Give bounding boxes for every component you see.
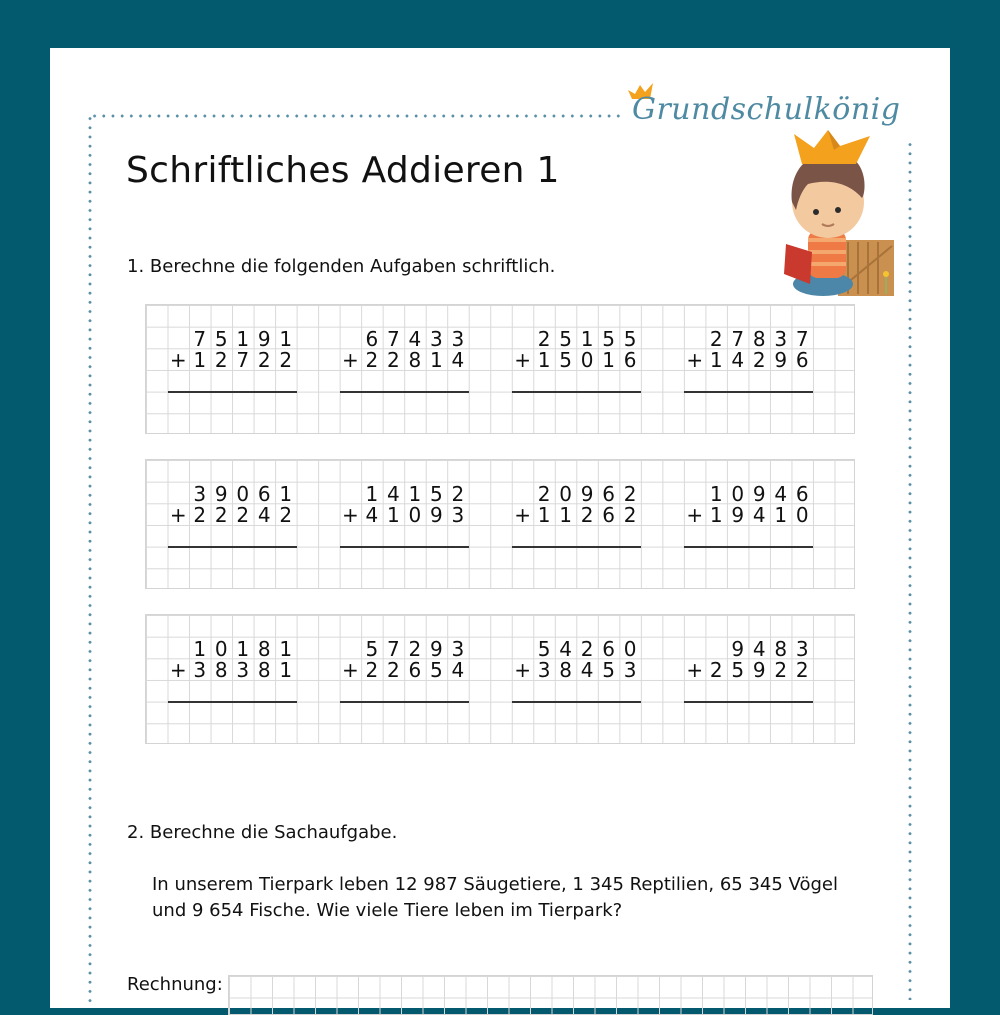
digit: 1 xyxy=(774,503,788,528)
addend-top xyxy=(340,327,469,349)
digit xyxy=(512,637,534,659)
digit: 5 xyxy=(214,326,228,351)
digit: 6 xyxy=(257,481,271,506)
digit: 8 xyxy=(257,636,271,661)
addend-bottom xyxy=(512,503,641,528)
digit: 9 xyxy=(731,503,745,528)
calculation-label: Rechnung: xyxy=(127,974,223,995)
digit: 1 xyxy=(387,503,400,528)
addend-top xyxy=(684,637,813,659)
sum-line xyxy=(684,391,813,393)
digit: 2 xyxy=(365,348,379,373)
digit: 5 xyxy=(559,326,572,351)
digit: 5 xyxy=(365,636,379,661)
digit xyxy=(512,327,534,349)
digit: 2 xyxy=(623,503,637,528)
digit: 2 xyxy=(408,636,422,661)
digit: 1 xyxy=(365,481,379,506)
digit: 5 xyxy=(430,481,443,506)
addition-problem xyxy=(512,637,641,723)
page-title: Schriftliches Addieren 1 xyxy=(126,150,560,191)
addend-bottom xyxy=(168,348,297,373)
plus-sign: + xyxy=(686,503,704,528)
digit xyxy=(168,637,190,659)
digit: 9 xyxy=(580,481,594,506)
digit: 8 xyxy=(559,658,572,683)
addend-bottom xyxy=(340,348,469,373)
addend-top xyxy=(512,482,641,504)
digit: 1 xyxy=(580,326,594,351)
digit: 2 xyxy=(752,348,766,373)
digit: 7 xyxy=(387,636,400,661)
digit: 2 xyxy=(257,348,271,373)
calculation-grid[interactable] xyxy=(228,975,873,1015)
digit: 1 xyxy=(193,636,207,661)
digit xyxy=(706,637,728,659)
digit: 4 xyxy=(408,326,422,351)
digit: 4 xyxy=(731,348,745,373)
plus-sign: + xyxy=(686,348,704,373)
plus-sign: + xyxy=(169,348,187,373)
digit: 5 xyxy=(559,348,572,373)
digit: 3 xyxy=(774,326,788,351)
plus-sign: + xyxy=(342,503,359,528)
digit: 9 xyxy=(752,658,766,683)
digit: 5 xyxy=(731,658,745,683)
digit: 3 xyxy=(451,503,465,528)
digit: 0 xyxy=(623,636,637,661)
digit: 2 xyxy=(387,348,400,373)
digit: 1 xyxy=(602,348,615,373)
digit: 1 xyxy=(236,636,250,661)
digit: 2 xyxy=(451,481,465,506)
digit: 4 xyxy=(387,481,400,506)
digit: 1 xyxy=(408,481,422,506)
task2-instruction: 2. Berechne die Sachaufgabe. xyxy=(127,822,398,843)
digit: 6 xyxy=(623,348,637,373)
addition-problem xyxy=(168,482,297,568)
digit: 0 xyxy=(795,503,809,528)
digit: 7 xyxy=(387,326,400,351)
addition-problem xyxy=(512,482,641,568)
digit: 3 xyxy=(795,636,809,661)
sum-line xyxy=(168,701,297,703)
sum-line xyxy=(684,701,813,703)
digit: 4 xyxy=(451,348,465,373)
digit: 0 xyxy=(580,348,594,373)
addend-bottom xyxy=(168,503,297,528)
addend-top xyxy=(512,327,641,349)
plus-sign: + xyxy=(514,503,531,528)
digit: 1 xyxy=(236,326,250,351)
addition-problem xyxy=(684,482,813,568)
addend-bottom xyxy=(512,348,641,373)
plus-sign: + xyxy=(342,348,359,373)
digit: 7 xyxy=(193,326,207,351)
digit: 2 xyxy=(795,658,809,683)
plus-sign: + xyxy=(342,658,359,683)
addition-problem xyxy=(168,637,297,723)
sum-line xyxy=(512,701,641,703)
addend-top xyxy=(340,637,469,659)
word-problem-line-2: und 9 654 Fische. Wie viele Tiere leben im Tierpark? xyxy=(152,900,623,921)
digit: 2 xyxy=(214,503,228,528)
digit: 1 xyxy=(709,503,723,528)
digit: 9 xyxy=(752,481,766,506)
sum-line xyxy=(340,701,469,703)
digit: 5 xyxy=(602,326,615,351)
digit: 6 xyxy=(795,348,809,373)
digit: 1 xyxy=(279,658,293,683)
digit: 4 xyxy=(451,658,465,683)
mascot-boy-reading-icon xyxy=(768,124,903,302)
digit: 2 xyxy=(537,326,551,351)
digit: 8 xyxy=(214,658,228,683)
digit: 2 xyxy=(709,326,723,351)
digit: 8 xyxy=(752,326,766,351)
digit: 1 xyxy=(709,481,723,506)
digit: 8 xyxy=(408,348,422,373)
word-problem-text xyxy=(152,872,872,924)
digit xyxy=(168,482,190,504)
digit: 2 xyxy=(709,658,723,683)
addend-bottom xyxy=(168,658,297,683)
plus-sign: + xyxy=(169,658,187,683)
digit: 4 xyxy=(774,481,788,506)
plus-sign: + xyxy=(514,658,531,683)
digit: 7 xyxy=(236,348,250,373)
digit: 4 xyxy=(257,503,271,528)
digit: 7 xyxy=(731,326,745,351)
addend-bottom xyxy=(684,658,813,683)
digit xyxy=(340,327,362,349)
digit xyxy=(512,482,534,504)
digit: 4 xyxy=(365,503,379,528)
digit: 9 xyxy=(430,636,443,661)
digit: 2 xyxy=(214,348,228,373)
digit: 9 xyxy=(731,636,745,661)
digit: 6 xyxy=(365,326,379,351)
plus-sign: + xyxy=(686,658,704,683)
digit: 0 xyxy=(408,503,422,528)
addition-problem xyxy=(340,637,469,723)
digit: 2 xyxy=(623,481,637,506)
digit: 0 xyxy=(214,636,228,661)
digit: 6 xyxy=(408,658,422,683)
digit: 8 xyxy=(774,636,788,661)
addition-problem xyxy=(340,482,469,568)
brand-logo: Grundschulkönig xyxy=(632,92,901,127)
digit: 1 xyxy=(537,503,551,528)
addition-problem xyxy=(168,327,297,413)
addend-bottom xyxy=(684,503,813,528)
digit: 5 xyxy=(602,658,615,683)
digit: 3 xyxy=(623,658,637,683)
addition-problem xyxy=(512,327,641,413)
digit: 3 xyxy=(537,658,551,683)
digit xyxy=(684,482,706,504)
digit: 4 xyxy=(752,636,766,661)
digit: 3 xyxy=(430,326,443,351)
digit: 0 xyxy=(731,481,745,506)
addend-bottom xyxy=(512,658,641,683)
digit: 6 xyxy=(602,636,615,661)
digit: 2 xyxy=(279,348,293,373)
digit: 1 xyxy=(279,326,293,351)
word-problem-line-1: In unserem Tierpark leben 12 987 Säugetiere, 1 345 Reptilien, 65 345 Vögel xyxy=(152,874,838,895)
digit: 3 xyxy=(193,658,207,683)
digit: 3 xyxy=(236,658,250,683)
digit: 1 xyxy=(709,348,723,373)
sum-line xyxy=(512,546,641,548)
digit xyxy=(340,482,362,504)
digit: 4 xyxy=(559,636,572,661)
digit: 5 xyxy=(537,636,551,661)
addition-grid-row-1 xyxy=(145,304,855,434)
digit: 4 xyxy=(752,503,766,528)
digit: 9 xyxy=(430,503,443,528)
addend-top xyxy=(512,637,641,659)
sum-line xyxy=(168,391,297,393)
digit: 0 xyxy=(559,481,572,506)
digit xyxy=(340,637,362,659)
digit: 3 xyxy=(451,326,465,351)
sum-line xyxy=(684,546,813,548)
plus-sign: + xyxy=(169,503,187,528)
digit: 2 xyxy=(537,481,551,506)
addition-problem xyxy=(340,327,469,413)
sum-line xyxy=(340,391,469,393)
digit: 8 xyxy=(257,658,271,683)
digit: 2 xyxy=(365,658,379,683)
digit: 2 xyxy=(580,503,594,528)
digit: 6 xyxy=(602,503,615,528)
addend-bottom xyxy=(684,348,813,373)
plus-sign: + xyxy=(514,348,531,373)
digit: 9 xyxy=(257,326,271,351)
digit: 1 xyxy=(559,503,572,528)
addition-problem xyxy=(684,327,813,413)
digit xyxy=(684,637,706,659)
addend-top xyxy=(340,482,469,504)
digit: 2 xyxy=(774,658,788,683)
digit: 2 xyxy=(279,503,293,528)
task1-instruction: 1. Berechne die folgenden Aufgaben schriftlich. xyxy=(127,256,556,277)
digit: 2 xyxy=(236,503,250,528)
addition-grid-row-2 xyxy=(145,459,855,589)
digit: 1 xyxy=(279,481,293,506)
digit: 1 xyxy=(430,348,443,373)
sum-line xyxy=(168,546,297,548)
addend-bottom xyxy=(340,658,469,683)
dotted-border-left xyxy=(88,114,92,1004)
digit: 0 xyxy=(236,481,250,506)
addend-top xyxy=(684,482,813,504)
addition-problem xyxy=(684,637,813,723)
digit: 1 xyxy=(537,348,551,373)
digit: 3 xyxy=(451,636,465,661)
digit: 5 xyxy=(623,326,637,351)
digit: 5 xyxy=(430,658,443,683)
digit: 2 xyxy=(387,658,400,683)
digit: 1 xyxy=(193,348,207,373)
digit: 6 xyxy=(795,481,809,506)
addition-grid-row-3 xyxy=(145,614,855,744)
sum-line xyxy=(512,391,641,393)
addend-top xyxy=(168,637,297,659)
sum-line xyxy=(340,546,469,548)
dotted-border-right xyxy=(908,140,912,1000)
digit: 2 xyxy=(193,503,207,528)
digit: 9 xyxy=(214,481,228,506)
addend-bottom xyxy=(340,503,469,528)
digit xyxy=(684,327,706,349)
digit: 9 xyxy=(774,348,788,373)
addend-top xyxy=(684,327,813,349)
addend-top xyxy=(168,482,297,504)
addend-top xyxy=(168,327,297,349)
digit: 2 xyxy=(580,636,594,661)
dotted-border-top xyxy=(90,114,620,118)
digit: 6 xyxy=(602,481,615,506)
digit: 4 xyxy=(580,658,594,683)
digit: 3 xyxy=(193,481,207,506)
digit: 7 xyxy=(795,326,809,351)
digit xyxy=(168,327,190,349)
digit: 1 xyxy=(279,636,293,661)
